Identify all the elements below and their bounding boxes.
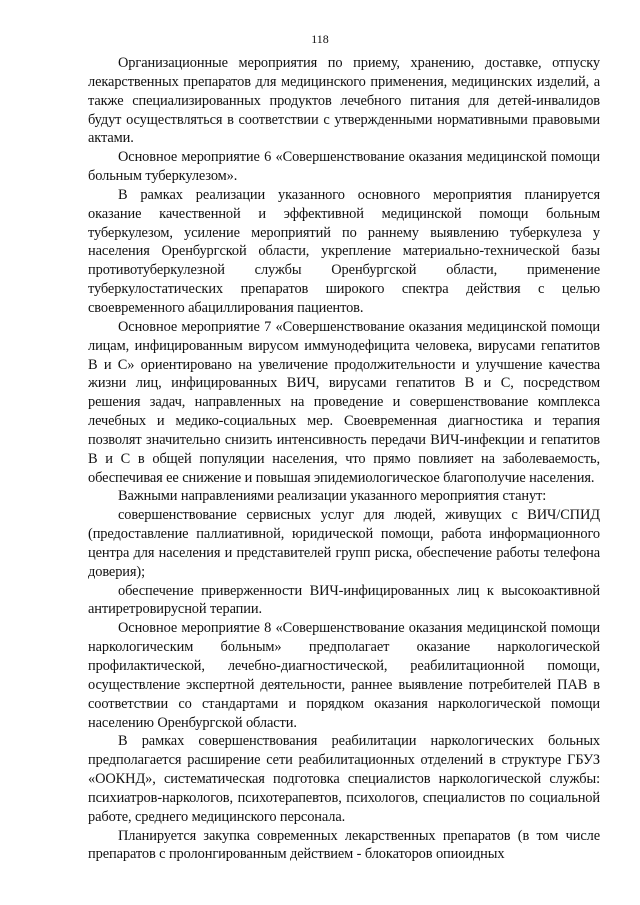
paragraph-measure-7: Основное мероприятие 7 «Совершенствование оказания медицинской помощи лицам, инфицированным вирусом иммунодефицита человека, вирусами гепатитов В и С» ориентировано на увеличение продолжительности и улучшение качества жизни лиц, инфицированных ВИЧ, вирусами гепатитов В и С, посредством решения задач, направленных на проведение и совершенствование комплекса лечебных и медико-социальных мер. Своевременная диагностика и терапия позволят значительно снизить интенсивность передачи ВИЧ-инфекции и гепатитов В и С в общей популяции населения, что прямо повлияет на заболеваемость, обеспечивая ее снижение и повышая эпидемиологическое благополучие населения.	[88, 318, 600, 486]
page-number: 118	[311, 32, 329, 46]
list-item-adherence: обеспечение приверженности ВИЧ-инфицированных лиц к высокоактивной антиретровирусной терапии.	[88, 582, 600, 618]
document-body	[88, 54, 600, 864]
paragraph-tuberculosis: В рамках реализации указанного основного мероприятия планируется оказание качественной и эффективной медицинской помощи больным туберкулезом, усиление мероприятий по раннему выявлению туберкулеза у населения Оренбургской области, укрепление материально-технической базы противотуберкулезной службы Оренбургской области, применение туберкулостатических препаратов широкого спектра действия с целью своевременного абациллирования пациентов.	[88, 186, 600, 316]
paragraph-procurement: Планируется закупка современных лекарственных препаратов (в том числе препаратов с пролонгированным действием - блокаторов опиоидных	[88, 827, 600, 863]
list-item-services: совершенствование сервисных услуг для людей, живущих с ВИЧ/СПИД (предоставление паллиативной, юридической помощи, работа информационного центра для населения и представителей групп риска, обеспечение работы телефона доверия);	[88, 507, 600, 580]
paragraph-measure-8: Основное мероприятие 8 «Совершенствование оказания медицинской помощи наркологическим больным» предполагает оказание наркологической профилактической, лечебно-диагностической, реабилитационной помощи, осуществление экспертной деятельности, раннее выявление потребителей ПАВ в соответствии со стандартами и порядком оказания наркологической помощи населению Оренбургской области.	[88, 620, 600, 731]
paragraph-rehabilitation: В рамках совершенствования реабилитации наркологических больных предполагается расширение сети реабилитационных отделений в структуре ГБУЗ «ООКНД», систематическая подготовка специалистов наркологической службы: психиатров-наркологов, психотерапевтов, психологов, специалистов по социальной работе, среднего медицинского персонала.	[88, 733, 600, 825]
paragraph-logistics: Организационные мероприятия по приему, хранению, доставке, отпуску лекарственных препаратов для медицинского применения, медицинских изделий, а также специализированных продуктов лечебного питания для детей-инвалидов будут осуществляться в соответствии с утвержденными нормативными правовыми актами.	[88, 55, 600, 147]
paragraph-directions-intro: Важными направлениями реализации указанного мероприятия станут:	[118, 488, 547, 505]
paragraph-measure-6-title: Основное мероприятие 6 «Совершенствование оказания медицинской помощи больным туберкулезом».	[88, 149, 600, 185]
